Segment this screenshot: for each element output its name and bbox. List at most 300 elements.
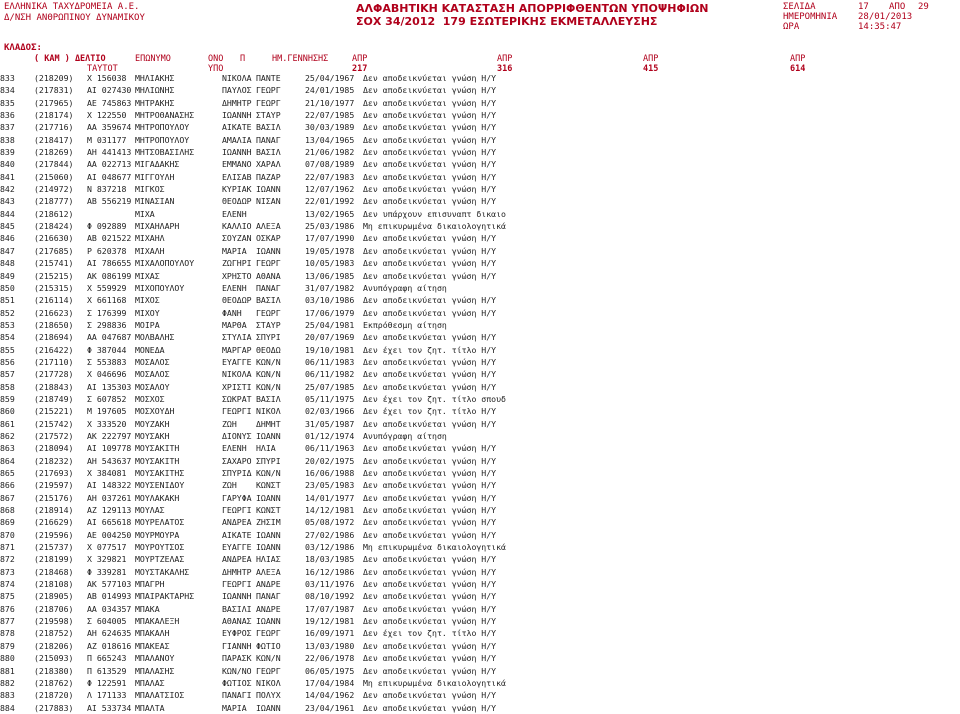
table-row <box>0 381 960 393</box>
table-row <box>0 270 960 282</box>
row-number: 844 <box>0 208 15 219</box>
row-first-name: ΑΙΚΑΤΕ <box>222 529 252 540</box>
row-birth-date: 31/07/1982 <box>305 282 355 293</box>
table-row <box>0 232 960 244</box>
table-row <box>0 640 960 652</box>
table-row <box>0 578 960 590</box>
row-birth-date: 25/04/1967 <box>305 73 355 83</box>
row-father-name: ΓΕΩΡΓ <box>256 258 281 269</box>
row-code: (216422) <box>34 344 74 355</box>
table-row <box>0 121 960 133</box>
row-surname: ΜΙΓΑΔΑΚΗΣ <box>135 159 180 170</box>
row-rejection-reason: Δεν αποδεικνύεται γνώση Η/Υ <box>363 690 497 701</box>
row-rejection-reason: Δεν αποδεικνύεται γνώση Η/Υ <box>363 110 497 121</box>
row-first-name: ΣΩΚΡΑΤ <box>222 393 252 404</box>
row-rejection-reason: Δεν έχει τον ζητ. τίτλο Η/Υ <box>363 344 497 355</box>
row-father-name: ΝΙΚΟΛ <box>256 677 281 688</box>
row-birth-date: 03/11/1976 <box>305 579 355 590</box>
row-first-name: ΓΕΩΡΓΙ <box>222 505 252 516</box>
row-birth-date: 17/06/1979 <box>305 307 355 318</box>
row-number: 870 <box>0 529 15 540</box>
row-code: (217844) <box>34 159 74 170</box>
row-id-card: Σ 604005 <box>87 616 127 627</box>
row-surname: ΜΙΧΑΗΛ <box>135 233 165 244</box>
row-surname: ΜΠΑΛΤΑ <box>135 702 165 713</box>
row-birth-date: 05/08/1972 <box>305 517 355 528</box>
table-row <box>0 220 960 232</box>
row-code: (215742) <box>34 418 74 429</box>
row-father-name: ΗΛΙΑΣ <box>256 554 281 565</box>
row-number: 834 <box>0 85 15 96</box>
row-surname: ΜΠΑΓΡΗ <box>135 579 165 590</box>
table-row <box>0 307 960 319</box>
table-row <box>0 72 960 84</box>
row-father-name: ΓΕΩΡΓ <box>256 628 281 639</box>
row-id-card: Φ 387044 <box>87 344 127 355</box>
row-id-card: ΑΖ 129113 <box>87 505 132 516</box>
table-row <box>0 331 960 343</box>
row-father-name: ΦΩΤΙΟ <box>256 640 281 651</box>
org-line-2: Δ/ΝΣΗ ΑΝΘΡΩΠΙΝΟΥ ΔΥΝΑΜΙΚΟΥ <box>4 13 145 23</box>
row-father-name: ΠΑΖΑΡ <box>256 171 281 182</box>
row-code: (218749) <box>34 393 74 404</box>
row-first-name: ΕΛΙΣΑΒ <box>222 171 252 182</box>
row-id-card: Λ 171133 <box>87 690 127 701</box>
table-row <box>0 245 960 257</box>
row-first-name: ΣΠΥΡΙΔ <box>222 468 252 478</box>
row-father-name: ΣΠΥΡΙ <box>256 455 281 466</box>
row-rejection-reason: Δεν αποδεικνύεται γνώση Η/Υ <box>363 258 497 269</box>
row-father-name: ΙΩΑΝΝ <box>256 184 281 195</box>
row-surname: ΜΟΣΧΟΥΔΗ <box>135 406 175 417</box>
row-id-card: ΑΒ 021522 <box>87 233 132 244</box>
row-code: (216629) <box>34 517 74 528</box>
row-birth-date: 25/03/1986 <box>305 221 355 232</box>
row-code: (218843) <box>34 381 74 392</box>
report-title: ΑΛΦΑΒΗΤΙΚΗ ΚΑΤΑΣΤΑΣΗ ΑΠΟΡΡΙΦΘΕΝΤΩΝ ΥΠΟΨΗΦΙΩΝ <box>356 2 709 15</box>
row-surname: ΜΗΛΙΑΚΗΣ <box>135 73 175 83</box>
row-rejection-reason: Δεν αποδεικνύεται γνώση Η/Υ <box>363 270 497 281</box>
row-id-card: Μ 197605 <box>87 406 127 417</box>
row-birth-date: 13/04/1965 <box>305 134 355 145</box>
row-first-name: ΕΥΑΓΓΕ <box>222 356 252 367</box>
row-father-name: ΔΗΜΗΤ <box>256 418 281 429</box>
row-surname: ΜΙΧΑΗΛΑΡΗ <box>135 221 180 232</box>
row-rejection-reason: Δεν αποδεικνύεται γνώση Η/Υ <box>363 184 497 195</box>
row-rejection-reason: Δεν αποδεικνύεται γνώση Η/Υ <box>363 616 497 627</box>
row-first-name: ΜΑΡΙΑ <box>222 245 247 256</box>
row-father-name: ΑΛΕΞΑ <box>256 566 281 577</box>
row-surname: ΜΟΝΕΔΑ <box>135 344 165 355</box>
row-birth-date: 06/05/1975 <box>305 665 355 676</box>
row-surname: ΜΠΑΚΕΑΣ <box>135 640 170 651</box>
row-first-name: ΓΕΩΡΓΙ <box>222 406 252 417</box>
row-rejection-reason: Δεν αποδεικνύεται γνώση Η/Υ <box>363 171 497 182</box>
row-id-card: ΑΑ 359674 <box>87 122 132 133</box>
row-rejection-reason: Δεν αποδεικνύεται γνώση Η/Υ <box>363 73 497 83</box>
row-code: (218706) <box>34 603 74 614</box>
row-rejection-reason: Μη επικυρωμένα δικαιολογητικά <box>363 542 506 553</box>
row-id-card: Χ 329821 <box>87 554 127 565</box>
row-father-name: ΑΘΑΝΑ <box>256 270 281 281</box>
row-birth-date: 02/03/1966 <box>305 406 355 417</box>
page-of-label: ΑΠΟ <box>889 2 906 12</box>
row-id-card: ΑΖ 018616 <box>87 640 132 651</box>
row-rejection-reason: Δεν αποδεικνύεται γνώση Η/Υ <box>363 159 497 170</box>
row-first-name: ΠΑΡΑΣΚ <box>222 653 252 664</box>
row-id-card: ΑΗ 037261 <box>87 492 132 503</box>
row-id-card: ΑΗ 624635 <box>87 628 132 639</box>
page-total: 29 <box>918 2 929 12</box>
row-birth-date: 23/05/1983 <box>305 480 355 491</box>
row-first-name: ΙΩΑΝΝΗ <box>222 147 252 158</box>
row-id-card: Χ 661168 <box>87 295 127 306</box>
row-number: 833 <box>0 73 15 83</box>
col-header-p: Π <box>240 54 246 64</box>
row-first-name: ΘΕΟΔΩΡ <box>222 196 252 207</box>
row-first-name: ΜΑΡΙΑ <box>222 702 247 713</box>
row-number: 836 <box>0 110 15 121</box>
row-birth-date: 13/02/1965 <box>305 208 355 219</box>
row-number: 867 <box>0 492 15 503</box>
row-id-card: ΑΑ 034357 <box>87 603 132 614</box>
row-id-card: ΑΙ 665618 <box>87 517 132 528</box>
row-rejection-reason: Δεν αποδεικνύεται γνώση Η/Υ <box>363 295 497 306</box>
row-code: (218269) <box>34 147 74 158</box>
row-code: (215221) <box>34 406 74 417</box>
row-surname: ΜΟΥΣΑΚΙΤΗΣ <box>135 468 185 478</box>
row-id-card: Χ 384081 <box>87 468 127 478</box>
row-father-name: ΙΩΑΝΝ <box>256 430 281 441</box>
row-number: 846 <box>0 233 15 244</box>
row-number: 877 <box>0 616 15 627</box>
row-id-card: Π 613529 <box>87 665 127 676</box>
row-code: (214972) <box>34 184 74 195</box>
row-number: 881 <box>0 665 15 676</box>
row-code: (217110) <box>34 356 74 367</box>
table-row <box>0 158 960 170</box>
row-father-name: ΙΩΑΝΝ <box>256 492 281 503</box>
table-row <box>0 97 960 109</box>
row-father-name: ΧΑΡΑΛ <box>256 159 281 170</box>
col-header-birthdate: ΗΜ.ΓΕΝΝΗΣΗΣ <box>272 54 329 64</box>
row-father-name: ΙΩΑΝΝ <box>256 702 281 713</box>
row-number: 876 <box>0 603 15 614</box>
row-father-name: ΙΩΑΝΝ <box>256 616 281 627</box>
row-father-name: ΑΝΔΡΕ <box>256 579 281 590</box>
row-code: (215060) <box>34 171 74 182</box>
row-surname: ΜΟΥΣΑΚΙΤΗ <box>135 443 180 454</box>
row-code: (218905) <box>34 591 74 602</box>
table-row <box>0 615 960 627</box>
row-id-card: ΑΙ 048677 <box>87 171 132 182</box>
row-first-name: ΧΡΙΣΤΙ <box>222 381 252 392</box>
row-rejection-reason: Δεν αποδεικνύεται γνώση Η/Υ <box>363 97 497 108</box>
row-birth-date: 01/12/1974 <box>305 430 355 441</box>
row-first-name: ΑΝΔΡΕΑ <box>222 517 252 528</box>
table-row <box>0 344 960 356</box>
row-first-name: ΑΝΔΡΕΑ <box>222 554 252 565</box>
row-code: (219598) <box>34 616 74 627</box>
table-row <box>0 356 960 368</box>
row-id-card: Σ 176399 <box>87 307 127 318</box>
row-id-card: Χ 077517 <box>87 542 127 553</box>
table-row <box>0 257 960 269</box>
row-number: 854 <box>0 332 15 343</box>
row-rejection-reason: Δεν αποδεικνύεται γνώση Η/Υ <box>363 517 497 528</box>
row-rejection-reason: Δεν αποδεικνύεται γνώση Η/Υ <box>363 134 497 145</box>
table-row <box>0 393 960 405</box>
row-surname: ΜΟΥΡΕΛΑΤΟΣ <box>135 517 185 528</box>
row-code: (218206) <box>34 640 74 651</box>
row-number: 884 <box>0 702 15 713</box>
row-code: (218777) <box>34 196 74 207</box>
time-value: 14:35:47 <box>858 22 902 32</box>
row-surname: ΜΠΑΚΑ <box>135 603 160 614</box>
row-birth-date: 20/07/1969 <box>305 332 355 343</box>
row-id-card: Χ 559929 <box>87 282 127 293</box>
col-header-eponymo: ΕΠΩΝΥΜΟ <box>135 54 171 64</box>
row-father-name: ΓΕΩΡΓ <box>256 97 281 108</box>
row-first-name: ΚΑΛΛΙΟ <box>222 221 252 232</box>
row-rejection-reason: Μη επικυρωμένα δικαιολογητικά <box>363 221 506 232</box>
row-surname: ΜΟΥΡΜΟΥΡΑ <box>135 529 180 540</box>
row-surname: ΜΗΤΡΑΚΗΣ <box>135 97 175 108</box>
row-code: (218612) <box>34 208 74 219</box>
table-row <box>0 171 960 183</box>
row-id-card: Χ 333520 <box>87 418 127 429</box>
row-first-name: ΓΕΩΡΓΙ <box>222 579 252 590</box>
row-father-name: ΒΑΣΙΛ <box>256 295 281 306</box>
row-rejection-reason: Δεν αποδεικνύεται γνώση Η/Υ <box>363 554 497 565</box>
row-birth-date: 08/10/1992 <box>305 591 355 602</box>
row-rejection-reason: Δεν αποδεικνύεται γνώση Η/Υ <box>363 332 497 343</box>
row-rejection-reason: Δεν αποδεικνύεται γνώση Η/Υ <box>363 702 497 713</box>
row-first-name: ΕΛΕΝΗ <box>222 443 247 454</box>
row-code: (217883) <box>34 702 74 713</box>
row-id-card: ΑΑ 047687 <box>87 332 132 343</box>
row-id-card: Φ 122591 <box>87 677 127 688</box>
row-rejection-reason: Δεν αποδεικνύεται γνώση Η/Υ <box>363 122 497 133</box>
row-birth-date: 17/07/1987 <box>305 603 355 614</box>
row-surname: ΜΟΥΣΕΝΙΔΟΥ <box>135 480 185 491</box>
table-row <box>0 479 960 491</box>
row-rejection-reason: Δεν υπάρχουν επισυναπτ δικαιο <box>363 208 506 219</box>
row-code: (217572) <box>34 430 74 441</box>
row-father-name: ΚΩΝ/Ν <box>256 653 281 664</box>
row-birth-date: 22/01/1992 <box>305 196 355 207</box>
row-birth-date: 05/11/1975 <box>305 393 355 404</box>
row-birth-date: 03/10/1986 <box>305 295 355 306</box>
row-code: (218468) <box>34 566 74 577</box>
row-rejection-reason: Δεν αποδεικνύεται γνώση Η/Υ <box>363 640 497 651</box>
row-first-name: ΣΑΧΑΡΟ <box>222 455 252 466</box>
row-number: 866 <box>0 480 15 491</box>
row-surname: ΜΟΣΑΛΟΣ <box>135 369 170 380</box>
table-row <box>0 492 960 504</box>
row-father-name: ΣΤΑΥΡ <box>256 110 281 121</box>
table-row <box>0 553 960 565</box>
row-surname: ΜΟΥΛΑΚΑΚΗ <box>135 492 180 503</box>
row-id-card: Σ 553883 <box>87 356 127 367</box>
row-rejection-reason: Δεν έχει τον ζητ. τίτλο σπουδ <box>363 393 506 404</box>
row-first-name: ΑΜΑΛΙΑ <box>222 134 252 145</box>
table-row <box>0 146 960 158</box>
row-id-card: Π 665243 <box>87 653 127 664</box>
table-row <box>0 652 960 664</box>
row-number: 862 <box>0 430 15 441</box>
row-surname: ΜΗΤΣΟΒΑΣΙΛΗΣ <box>135 147 195 158</box>
row-rejection-reason: Ανυπόγραφη αίτηση <box>363 282 447 293</box>
row-first-name: ΝΙΚΟΛΑ <box>222 73 252 83</box>
row-id-card: ΑΕ 004250 <box>87 529 132 540</box>
row-rejection-reason: Δεν αποδεικνύεται γνώση Η/Υ <box>363 356 497 367</box>
table-row <box>0 430 960 442</box>
row-code: (217693) <box>34 468 74 478</box>
row-rejection-reason: Δεν αποδεικνύεται γνώση Η/Υ <box>363 505 497 516</box>
row-code: (215176) <box>34 492 74 503</box>
org-line-1: ΕΛΛΗΝΙΚΑ ΤΑΧΥΔΡΟΜΕΙΑ Α.Ε. <box>4 2 140 12</box>
date-value: 28/01/2013 <box>858 12 913 22</box>
row-first-name: ΕΥΑΓΓΕ <box>222 542 252 553</box>
row-code: (215215) <box>34 270 74 281</box>
row-first-name: ΒΑΣΙΛΙ <box>222 603 252 614</box>
table-row <box>0 541 960 553</box>
row-surname: ΜΗΤΡΟΘΑΝΑΣΗΣ <box>135 110 195 121</box>
row-birth-date: 17/07/1990 <box>305 233 355 244</box>
row-code: (218762) <box>34 677 74 688</box>
row-birth-date: 14/01/1977 <box>305 492 355 503</box>
row-surname: ΜΠΑΛΑΤΣΙΟΣ <box>135 690 185 701</box>
row-father-name: ΝΙΣΑΝ <box>256 196 281 207</box>
row-code: (218417) <box>34 134 74 145</box>
row-id-card: ΑΒ 014993 <box>87 591 132 602</box>
col-header-apr-1-code: 217 <box>352 64 368 74</box>
table-row <box>0 368 960 380</box>
row-father-name: ΙΩΑΝΝ <box>256 529 281 540</box>
table-row <box>0 627 960 639</box>
row-code: (217728) <box>34 369 74 380</box>
col-header-taytot: ΤΑΥΤΟΤ <box>87 64 118 74</box>
row-birth-date: 23/04/1961 <box>305 702 355 713</box>
table-row <box>0 418 960 430</box>
row-rejection-reason: Δεν αποδεικνύεται γνώση Η/Υ <box>363 307 497 318</box>
row-number: 838 <box>0 134 15 145</box>
row-id-card: Μ 031177 <box>87 134 127 145</box>
row-birth-date: 25/07/1985 <box>305 381 355 392</box>
row-rejection-reason: Δεν αποδεικνύεται γνώση Η/Υ <box>363 591 497 602</box>
row-number: 882 <box>0 677 15 688</box>
row-father-name: ΓΕΩΡΓ <box>256 665 281 676</box>
row-code: (218209) <box>34 73 74 83</box>
row-first-name: ΙΩΑΝΝΗ <box>222 591 252 602</box>
row-rejection-reason: Δεν αποδεικνύεται γνώση Η/Υ <box>363 418 497 429</box>
row-code: (218094) <box>34 443 74 454</box>
row-birth-date: 25/04/1981 <box>305 319 355 330</box>
table-row <box>0 689 960 701</box>
row-rejection-reason: Δεν αποδεικνύεται γνώση Η/Υ <box>363 665 497 676</box>
row-birth-date: 16/09/1971 <box>305 628 355 639</box>
row-birth-date: 22/07/1983 <box>305 171 355 182</box>
row-id-card: Ν 837218 <box>87 184 127 195</box>
row-surname: ΜΠΑΛΑΣΗΣ <box>135 665 175 676</box>
row-first-name: ΕΥΦΡΟΣ <box>222 628 252 639</box>
row-birth-date: 30/03/1989 <box>305 122 355 133</box>
col-header-apr-3-code: 415 <box>643 64 659 74</box>
row-id-card: Σ 607852 <box>87 393 127 404</box>
row-birth-date: 14/04/1962 <box>305 690 355 701</box>
row-rejection-reason: Μη επικυρωμένα δικαιολογητικά <box>363 677 506 688</box>
row-code: (216114) <box>34 295 74 306</box>
row-number: 852 <box>0 307 15 318</box>
row-id-card: ΑΚ 577103 <box>87 579 132 590</box>
row-rejection-reason: Ανυπόγραφη αίτηση <box>363 430 447 441</box>
row-number: 853 <box>0 319 15 330</box>
row-code: (216623) <box>34 307 74 318</box>
row-number: 864 <box>0 455 15 466</box>
row-birth-date: 17/04/1984 <box>305 677 355 688</box>
row-number: 842 <box>0 184 15 195</box>
row-father-name: ΠΑΝΑΓ <box>256 282 281 293</box>
row-father-name: ΚΩΝ/Ν <box>256 468 281 478</box>
row-number: 847 <box>0 245 15 256</box>
row-surname: ΜΙΓΓΟΥΛΗ <box>135 171 175 182</box>
row-number: 835 <box>0 97 15 108</box>
row-id-card: Φ 339281 <box>87 566 127 577</box>
row-father-name: ΒΑΣΙΛ <box>256 147 281 158</box>
date-label: ΗΜΕΡΟΜΗΝΙΑ <box>783 12 838 22</box>
row-father-name: ΑΛΕΞΑ <box>256 221 281 232</box>
row-first-name: ΔΗΜΗΤΡ <box>222 566 252 577</box>
row-surname: ΜΙΧΑΛΟΠΟΥΛΟΥ <box>135 258 195 269</box>
row-code: (218694) <box>34 332 74 343</box>
row-number: 839 <box>0 147 15 158</box>
row-number: 873 <box>0 566 15 577</box>
row-birth-date: 19/12/1981 <box>305 616 355 627</box>
row-code: (218108) <box>34 579 74 590</box>
row-rejection-reason: Δεν αποδεικνύεται γνώση Η/Υ <box>363 492 497 503</box>
row-birth-date: 24/01/1985 <box>305 85 355 96</box>
row-father-name: ΑΝΔΡΕ <box>256 603 281 614</box>
row-code: (217685) <box>34 245 74 256</box>
row-father-name: ΓΕΩΡΓ <box>256 307 281 318</box>
row-father-name: ΙΩΑΝΝ <box>256 245 281 256</box>
time-label: ΩΡΑ <box>783 22 800 32</box>
col-header-apr-4-code: 614 <box>790 64 806 74</box>
row-code: (215093) <box>34 653 74 664</box>
table-row <box>0 84 960 96</box>
row-surname: ΜΙΧΟΥ <box>135 307 160 318</box>
col-header-apr-2-code: 316 <box>497 64 513 74</box>
row-number: 855 <box>0 344 15 355</box>
row-number: 856 <box>0 356 15 367</box>
row-id-card: Ρ 620378 <box>87 245 127 256</box>
row-id-card: Χ 122550 <box>87 110 127 121</box>
row-first-name: ΔΙΟΝΥΣ <box>222 430 252 441</box>
row-rejection-reason: Δεν αποδεικνύεται γνώση Η/Υ <box>363 196 497 207</box>
row-number: 863 <box>0 443 15 454</box>
row-father-name: ΖΗΣΙΜ <box>256 517 281 528</box>
row-rejection-reason: Δεν αποδεικνύεται γνώση Η/Υ <box>363 85 497 96</box>
row-rejection-reason: Δεν έχει τον ζητ. τίτλο Η/Υ <box>363 406 497 417</box>
table-row <box>0 319 960 331</box>
row-id-card: ΑΗ 543637 <box>87 455 132 466</box>
row-id-card: Φ 092889 <box>87 221 127 232</box>
row-number: 861 <box>0 418 15 429</box>
row-surname: ΜΠΑΛΑΝΟΥ <box>135 653 175 664</box>
row-father-name: ΣΠΥΡΙ <box>256 332 281 343</box>
row-id-card: Χ 046696 <box>87 369 127 380</box>
